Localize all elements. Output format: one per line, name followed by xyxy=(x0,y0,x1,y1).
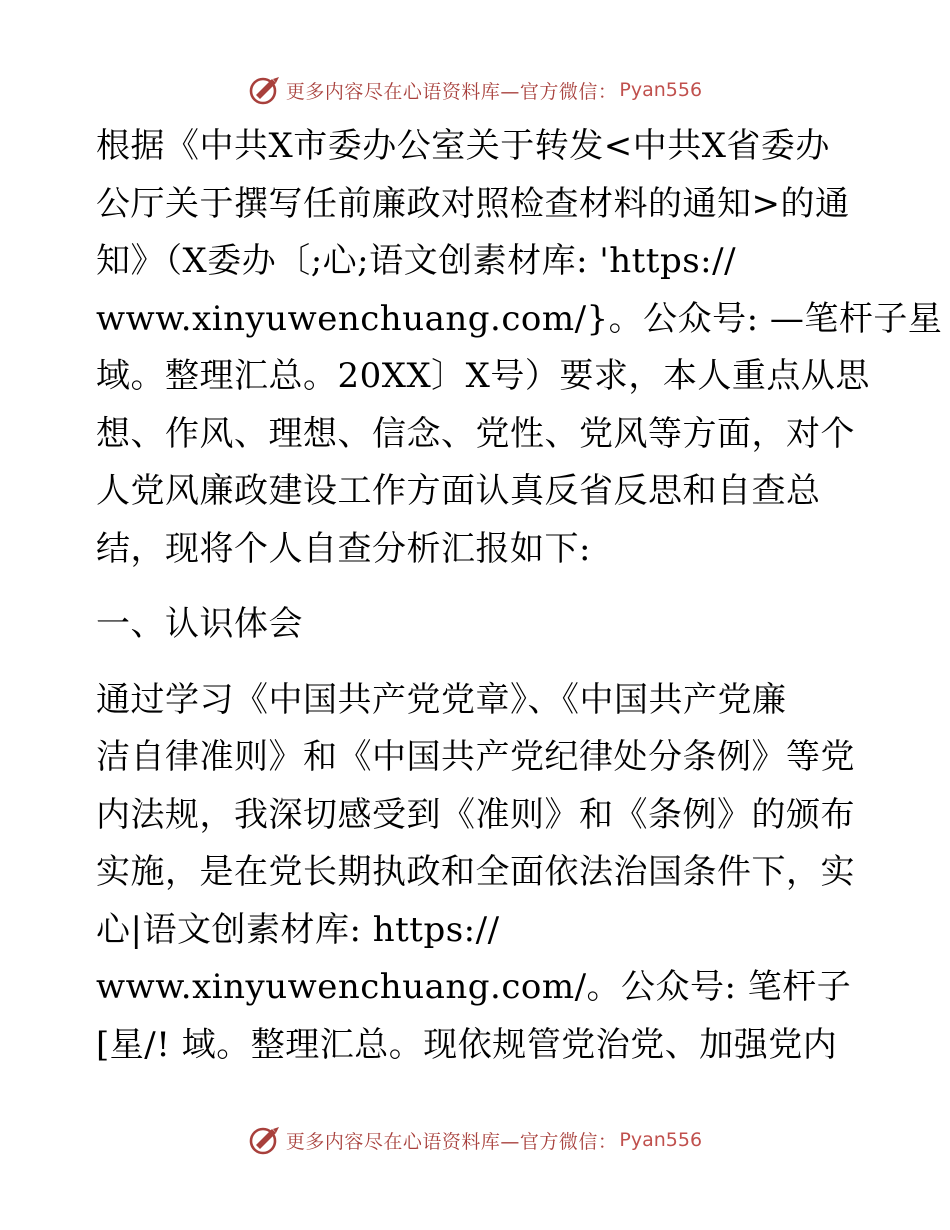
document-body xyxy=(96,118,943,1074)
paragraph-line: 心|语文创素材库: https:// xyxy=(96,909,500,950)
pen-logo-icon xyxy=(248,1123,282,1157)
paragraph-line: 内法规，我深切感受到《准则》和《条例》的颁布 xyxy=(96,794,855,835)
pen-logo-icon xyxy=(248,73,282,107)
paragraph-line: 想、作风、理想、信念、党性、党风等方面，对个 xyxy=(96,413,855,454)
footer-watermark xyxy=(0,1120,950,1160)
header-watermark xyxy=(0,70,950,110)
section-heading: 一、认识体会 xyxy=(96,604,303,644)
watermark-contact: Pyan556 xyxy=(619,79,703,101)
watermark-text: 更多内容尽在心语资料库—官方微信： xyxy=(285,1130,618,1153)
paragraph-line: www.xinyuwenchuang.com/}。公众号: —笔杆子星 xyxy=(96,298,943,339)
paragraph-line: 结，现将个人自查分析汇报如下: xyxy=(96,528,591,569)
paragraph-line: 知》（X委办〔;心;语文创素材库: 'https:// xyxy=(96,241,737,281)
paragraph-line: 根据《中共X市委办公室关于转发<中共X省委办 xyxy=(96,126,830,166)
paragraph-line: 实施，是在党长期执政和全面依法治国条件下，实 xyxy=(96,852,855,892)
paragraph-line: 域。整理汇总。20XX〕X号）要求，本人重点从思 xyxy=(96,356,870,396)
watermark-contact: Pyan556 xyxy=(619,1129,703,1151)
paragraph-line: 洁自律准则》和《中国共产党纪律处分条例》等党 xyxy=(96,737,855,777)
paragraph-line: 人党风廉政建设工作方面认真反省反思和自查总 xyxy=(96,471,821,511)
watermark-text: 更多内容尽在心语资料库—官方微信： xyxy=(285,80,618,103)
paragraph-line: [星/! 域。整理汇总。现依规管党治党、加强党内 xyxy=(96,1024,838,1065)
paragraph-line: 通过学习《中国共产党党章》、《中国共产党廉 xyxy=(96,679,787,720)
paragraph-line: 公厅关于撰写任前廉政对照检查材料的通知>的通 xyxy=(96,183,850,224)
paragraph-line: www.xinyuwenchuang.com/。公众号: 笔杆子 xyxy=(96,967,852,1007)
